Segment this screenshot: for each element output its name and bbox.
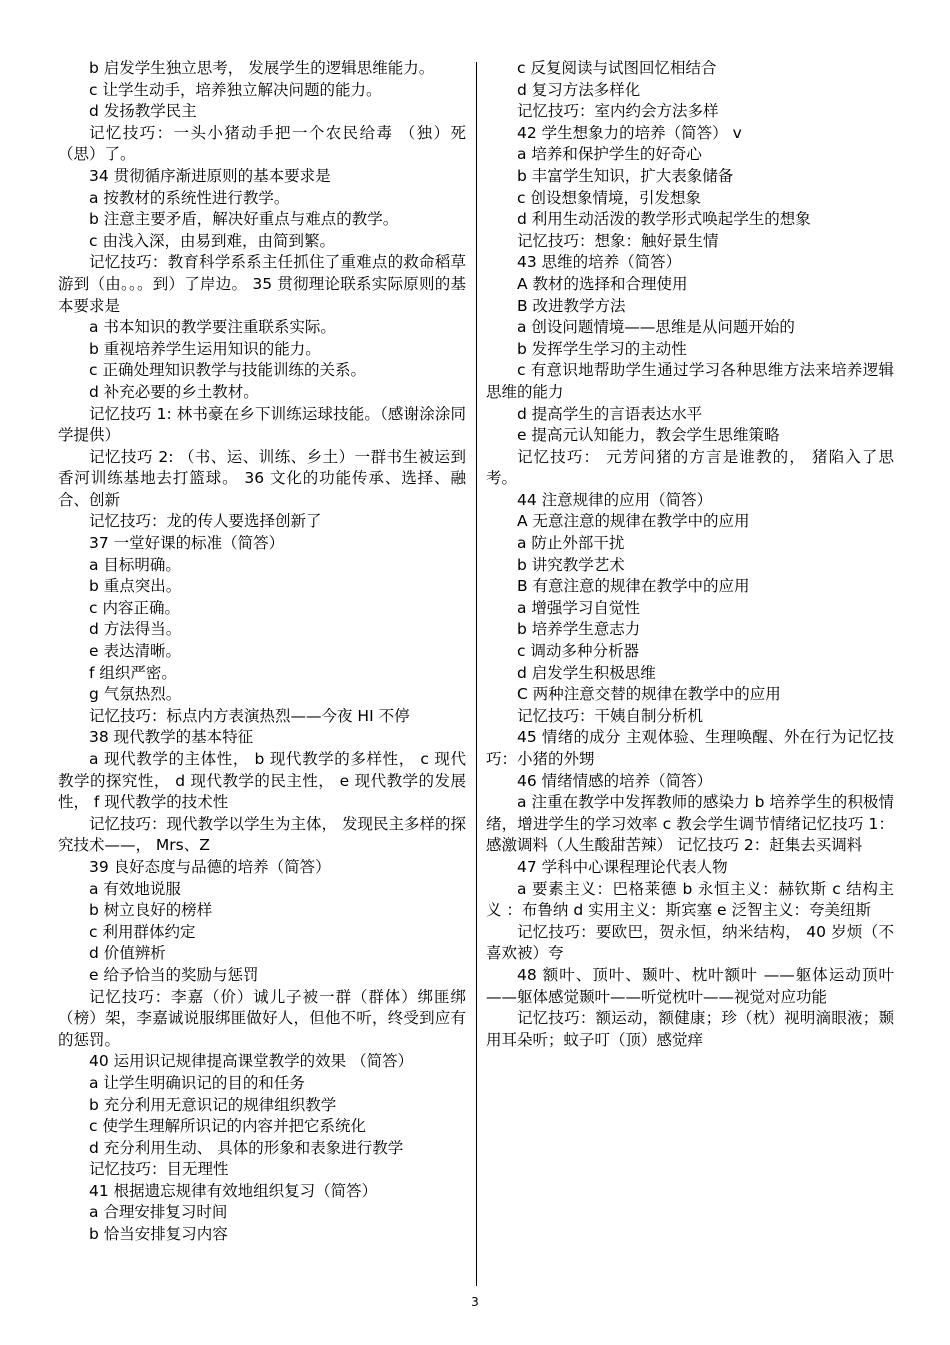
text-paragraph: d 方法得当。 xyxy=(89,620,182,639)
text-paragraph: 记忆技巧：干姨自制分析机 xyxy=(517,706,704,725)
text-paragraph: d 充分利用生动、 具体的形象和表象进行教学 xyxy=(89,1138,404,1157)
text-paragraph: 记忆技巧：现代教学以学生为主体， 发现民主多样的探究技术——， Mrs、Z xyxy=(58,814,466,855)
text-paragraph: d 复习方法多样化 xyxy=(517,80,641,99)
text-paragraph: b 培养学生意志力 xyxy=(517,620,641,639)
text-paragraph: 39 良好态度与品德的培养（简答） xyxy=(89,857,331,876)
text-paragraph: d 价值辨析 xyxy=(89,944,166,963)
right-column xyxy=(486,58,894,1051)
text-paragraph: 记忆技巧 2: （书、运、训练、乡土）一群书生被运到香河训练基地去打篮球。 36 文化的功能传承、选择、融合、创新 xyxy=(58,447,466,509)
text-paragraph: d 利用生动活泼的教学形式唤起学生的想象 xyxy=(517,210,811,229)
text-paragraph: c 创设想象情境，引发想象 xyxy=(517,188,701,207)
text-paragraph: b 注意主要矛盾，解决好重点与难点的教学。 xyxy=(89,210,399,229)
text-paragraph: a 注重在教学中发挥教师的感染力 b 培养学生的积极情绪，增进学生的学习效率 c 教会学生调节情绪记忆技巧 1：感激调料（人生酸甜苦辣） 记忆技巧 2：赶集去买调料 xyxy=(486,793,894,855)
text-paragraph: 记忆技巧：教育科学系系主任抓住了重难点的救命稻草游到（由。。。到）了岸边。 35 贯彻理论联系实际原则的基本要求是 xyxy=(58,253,466,315)
text-paragraph: 记忆技巧：额运动，额健康；珍（枕）视明滴眼液；颞用耳朵听；蚊子叮（顶）感觉痒 xyxy=(486,1009,894,1049)
text-paragraph: b 充分利用无意识记的规律组织教学 xyxy=(89,1095,337,1114)
text-paragraph: 38 现代教学的基本特征 xyxy=(89,728,254,747)
left-column xyxy=(58,58,466,1246)
text-paragraph: 40 运用识记规律提高课堂教学的效果 （简答） xyxy=(89,1052,414,1071)
text-paragraph: a 增强学习自觉性 xyxy=(517,598,640,617)
text-paragraph: 41 根据遗忘规律有效地组织复习（简答） xyxy=(89,1181,378,1200)
text-paragraph: a 现代教学的主体性， b 现代教学的多样性， c 现代教学的探究性， d 现代教学的民主性， e 现代教学的发展性， f 现代教学的技术性 xyxy=(58,750,466,812)
column-divider xyxy=(476,62,477,1286)
text-paragraph: c 由浅入深，由易到难，由简到繁。 xyxy=(89,231,335,250)
text-paragraph: B 有意注意的规律在教学中的应用 xyxy=(517,577,750,596)
text-paragraph: 记忆技巧：目无理性 xyxy=(89,1160,229,1179)
text-paragraph: C 两种注意交替的规律在教学中的应用 xyxy=(517,685,781,704)
text-paragraph: 43 思维的培养（简答） xyxy=(517,253,682,272)
text-paragraph: c 内容正确。 xyxy=(89,598,180,617)
text-paragraph: d 发扬教学民主 xyxy=(89,102,197,121)
text-paragraph: 记忆技巧： 元芳问猪的方言是谁教的， 猪陷入了思考。 xyxy=(486,447,894,488)
text-paragraph: a 目标明确。 xyxy=(89,555,181,574)
text-paragraph: g 气氛热烈。 xyxy=(89,685,182,704)
text-paragraph: b 重视培养学生运用知识的能力。 xyxy=(89,339,321,358)
text-paragraph: e 表达清晰。 xyxy=(89,642,181,661)
text-paragraph: b 启发学生独立思考， 发展学生的逻辑思维能力。 xyxy=(89,59,435,77)
text-paragraph: a 有效地说服 xyxy=(89,879,181,898)
text-paragraph: a 创设问题情境——思维是从问题开始的 xyxy=(517,318,795,337)
text-paragraph: A 教材的选择和合理使用 xyxy=(517,274,688,293)
text-paragraph: c 让学生动手，培养独立解决问题的能力。 xyxy=(89,80,382,99)
text-paragraph: 45 情绪的成分 主观体验、生理唤醒、外在行为记忆技巧：小猪的外甥 xyxy=(486,728,894,768)
text-paragraph: a 书本知识的教学要注重联系实际。 xyxy=(89,318,336,337)
text-paragraph: 记忆技巧：室内约会方法多样 xyxy=(517,102,719,121)
text-paragraph: b 发挥学生学习的主动性 xyxy=(517,339,687,358)
text-paragraph: 记忆技巧：龙的传人要选择创新了 xyxy=(89,512,322,531)
text-paragraph: A 无意注意的规律在教学中的应用 xyxy=(517,512,750,531)
text-paragraph: 34 贯彻循序渐进原则的基本要求是 xyxy=(89,166,331,185)
text-paragraph: b 丰富学生知识，扩大表象储备 xyxy=(517,166,734,185)
text-paragraph: 37 一堂好课的标准（简答） xyxy=(89,534,285,553)
text-paragraph: 记忆技巧 1: 林书豪在乡下训练运球技能。（感谢涂涂同学提供） xyxy=(58,404,466,445)
text-paragraph: 44 注意规律的应用（简答） xyxy=(517,490,713,509)
text-paragraph: b 讲究教学艺术 xyxy=(517,555,625,574)
text-paragraph: 记忆技巧：标点内方表演热烈——今夜 HI 不停 xyxy=(89,706,410,725)
text-paragraph: a 培养和保护学生的好奇心 xyxy=(517,145,702,164)
text-paragraph: 记忆技巧：李嘉（价）诚儿子被一群（群体）绑匪绑（榜）架，李嘉诚说服绑匪做好人，但他不听，终受到应有的惩罚。 xyxy=(58,987,466,1049)
text-paragraph: d 补充必要的乡土教材。 xyxy=(89,382,259,401)
text-paragraph: a 要素主义：巴格莱德 b 永恒主义：赫钦斯 c 结构主义 ：布鲁纳 d 实用主义：斯宾塞 e 泛智主义：夸美纽斯 xyxy=(486,879,894,920)
text-paragraph: d 提高学生的言语表达水平 xyxy=(517,404,703,423)
text-paragraph: c 调动多种分析器 xyxy=(517,642,639,661)
text-paragraph: c 利用群体约定 xyxy=(89,922,196,941)
text-paragraph: 48 额叶、顶叶、颞叶、枕叶额叶 ——躯体运动顶叶——躯体感觉颞叶——听觉枕叶——视觉对应功能 xyxy=(486,965,894,1006)
text-paragraph: c 正确处理知识教学与技能训练的关系。 xyxy=(89,361,366,380)
text-paragraph: B 改进教学方法 xyxy=(517,296,626,315)
text-paragraph: 记忆技巧：一头小猪动手把一个农民给毒 （独）死（思）了。 xyxy=(58,123,466,164)
text-paragraph: c 使学生理解所识记的内容并把它系统化 xyxy=(89,1117,366,1136)
text-paragraph: c 有意识地帮助学生通过学习各种思维方法来培养逻辑思维的能力 xyxy=(486,361,894,401)
text-paragraph: e 给予恰当的奖励与惩罚 xyxy=(89,965,259,984)
text-paragraph: a 防止外部干扰 xyxy=(517,534,625,553)
text-paragraph: 记忆技巧：要欧巴，贺永恒，纳米结构， 40 岁烦（不喜欢被）夸 xyxy=(486,922,894,963)
text-paragraph: a 让学生明确识记的目的和任务 xyxy=(89,1073,305,1092)
text-paragraph: 47 学科中心课程理论代表人物 xyxy=(517,857,728,876)
text-paragraph: f 组织严密。 xyxy=(89,663,177,682)
text-paragraph: c 反复阅读与试图回忆相结合 xyxy=(517,59,717,77)
text-paragraph: 42 学生想象力的培养（简答） v xyxy=(517,123,742,142)
page-number: 3 xyxy=(471,1295,479,1309)
text-paragraph: a 合理安排复习时间 xyxy=(89,1203,228,1222)
text-paragraph: a 按教材的系统性进行教学。 xyxy=(89,188,290,207)
text-paragraph: b 树立良好的榜样 xyxy=(89,901,213,920)
text-paragraph: d 启发学生积极思维 xyxy=(517,663,656,682)
text-paragraph: e 提高元认知能力，教会学生思维策略 xyxy=(517,426,780,445)
text-paragraph: b 重点突出。 xyxy=(89,577,182,596)
text-paragraph: 记忆技巧：想象：触好景生情 xyxy=(517,231,719,250)
text-paragraph: 46 情绪情感的培养（简答） xyxy=(517,771,713,790)
text-paragraph: b 恰当安排复习内容 xyxy=(89,1225,228,1244)
